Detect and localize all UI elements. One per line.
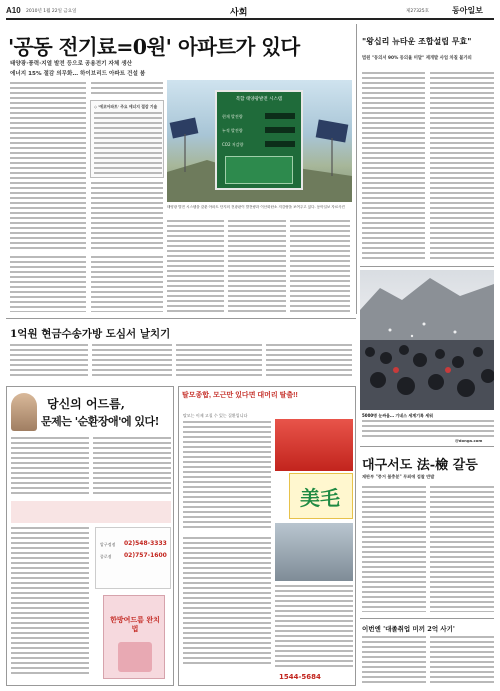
issue-number: 제27325호 bbox=[406, 9, 430, 14]
hair-loss-clinic-ad bbox=[178, 386, 356, 686]
lead-subhead-2: 에너지 15% 절감 의무화… 하이브리드 아파트 건설 붐 bbox=[10, 71, 146, 77]
right-subhead: 재판부 "증거 불충분" 무죄에 검찰 반발 bbox=[362, 474, 435, 479]
info-board-value-2 bbox=[265, 127, 295, 133]
lead-body-col-4 bbox=[228, 220, 286, 312]
phone-number-1: 02)548-3333 bbox=[124, 540, 167, 547]
info-board-title: 복합 태양광발전 시스템 bbox=[235, 97, 283, 102]
ad-left-copy-1 bbox=[11, 437, 89, 497]
lead-body-col-1b bbox=[10, 256, 86, 312]
lead-body-col-5 bbox=[290, 220, 350, 312]
ad-mid-doctor-photo bbox=[275, 523, 353, 581]
lead-headline: '공동 전기료=0원' 아파트가 있다 bbox=[8, 35, 300, 59]
newspaper-name: 동아일보 bbox=[452, 5, 483, 15]
ad-mid-copy-1 bbox=[183, 421, 271, 531]
right-bottom-body-2 bbox=[430, 636, 494, 684]
before-after-photo bbox=[275, 419, 353, 471]
book-image bbox=[118, 642, 152, 672]
ad-left-highlight bbox=[11, 501, 171, 523]
ad-mid-headline: 탈모종합, 모근만 있다면 대머리 탈출!! bbox=[182, 392, 298, 399]
side-subhead: 법원 "동의서 90% 동의율 미달" 재개발 사업 차질 불가피 bbox=[362, 56, 472, 61]
right-bottom-headline: 이번엔 '대졸취업 미끼 2억 사기' bbox=[362, 625, 455, 633]
snowball-event-photo bbox=[360, 270, 494, 410]
event-photo-credit: @donga.com bbox=[455, 438, 483, 443]
ad-left-headline-1: 당신의 어드름, bbox=[47, 397, 125, 411]
side-body-col-1 bbox=[362, 72, 425, 262]
right-bottom-rule bbox=[360, 618, 494, 619]
crowd-illustration bbox=[360, 270, 494, 410]
phone-number-2: 02)757-1600 bbox=[124, 552, 167, 559]
book-title: 한방여드름 완치법 bbox=[110, 616, 160, 633]
right-body-col-2 bbox=[430, 486, 494, 612]
lead-body-col-3 bbox=[167, 220, 224, 312]
ad-mid-copy-2 bbox=[183, 537, 271, 667]
tech-info-box bbox=[90, 100, 164, 178]
side-body-col-2 bbox=[430, 72, 494, 262]
ad-mid-subhead: 탈모는 이제 고칠 수 있는 질환입니다 bbox=[183, 413, 248, 418]
side-headline: "왕십리 뉴타운 조합설립 무효" bbox=[362, 36, 472, 46]
solar-board-photo bbox=[167, 80, 352, 202]
lower-rule bbox=[6, 318, 356, 319]
info-board-value-3 bbox=[265, 141, 295, 147]
event-caption-title: 5000명 눈싸움… 기네스 세계기록 세워 bbox=[362, 413, 433, 418]
brand-logo: 美毛 bbox=[300, 486, 340, 510]
info-board-graphic bbox=[225, 156, 293, 184]
bottom-left-headline: 1억원 현금수송가방 도심서 날치기 bbox=[10, 328, 171, 340]
brand-badge bbox=[289, 473, 353, 519]
lead-subhead-1: 태양광·풍력·지열 발전 등으로 공용전기 자체 생산 bbox=[10, 61, 133, 67]
ad-mid-phone: 1544-5684 bbox=[279, 673, 321, 681]
info-board-line-1: 현재 발전량 bbox=[222, 114, 243, 119]
event-caption-body bbox=[362, 420, 494, 438]
bottom-left-body-2 bbox=[92, 344, 172, 376]
right-bottom-body-1 bbox=[362, 636, 426, 684]
masthead-rule bbox=[6, 18, 494, 20]
info-board bbox=[215, 90, 303, 190]
ad-portrait bbox=[11, 393, 37, 431]
info-board-value-1 bbox=[265, 113, 295, 119]
right-story-rule bbox=[360, 446, 494, 447]
ad-left-copy-3 bbox=[11, 527, 89, 677]
bottom-left-body-3 bbox=[176, 344, 262, 376]
lead-body-col-1 bbox=[10, 82, 86, 252]
date-text: 2010년 1월 22일 금요일 bbox=[26, 9, 77, 14]
bottom-left-body-4 bbox=[266, 344, 352, 376]
ad-left-copy-2 bbox=[93, 437, 171, 497]
phone-label-2: 종로점 bbox=[100, 554, 112, 559]
lead-body-col-2 bbox=[91, 82, 163, 97]
page-number: A10 bbox=[6, 6, 21, 15]
tech-box-title: ◇ '에코아파트' 주요 에너지 절감 기술 bbox=[94, 104, 158, 109]
section-title: 사회 bbox=[230, 8, 248, 18]
masthead bbox=[6, 5, 494, 17]
right-body-col-1 bbox=[362, 486, 426, 612]
lead-photo-caption: 태양광 발전 시스템을 갖춘 아파트 단지의 전광판이 발전량과 이산화탄소 저감량을 보여주고 있다. 동아일보 자료사진 bbox=[167, 205, 345, 209]
info-board-line-2: 누적 발전량 bbox=[222, 128, 243, 133]
ad-left-headline-2: 문제는 '순환장애'에 있다! bbox=[41, 415, 159, 428]
column-divider bbox=[356, 24, 357, 314]
right-rule bbox=[360, 266, 494, 267]
acne-clinic-ad bbox=[6, 386, 174, 686]
lead-body-col-2b bbox=[91, 182, 163, 252]
lead-body-col-2c bbox=[91, 256, 163, 312]
book-cover bbox=[103, 595, 165, 679]
tech-box-body bbox=[94, 112, 162, 176]
ad-mid-copy-3 bbox=[275, 585, 353, 667]
phone-label-1: 압구정점 bbox=[100, 542, 116, 547]
info-board-line-3: CO2 저감량 bbox=[222, 142, 244, 147]
right-headline: 대구서도 法-檢 갈등 bbox=[362, 458, 478, 473]
bottom-left-body-1 bbox=[10, 344, 88, 376]
ad-left-contact-box bbox=[95, 527, 171, 589]
